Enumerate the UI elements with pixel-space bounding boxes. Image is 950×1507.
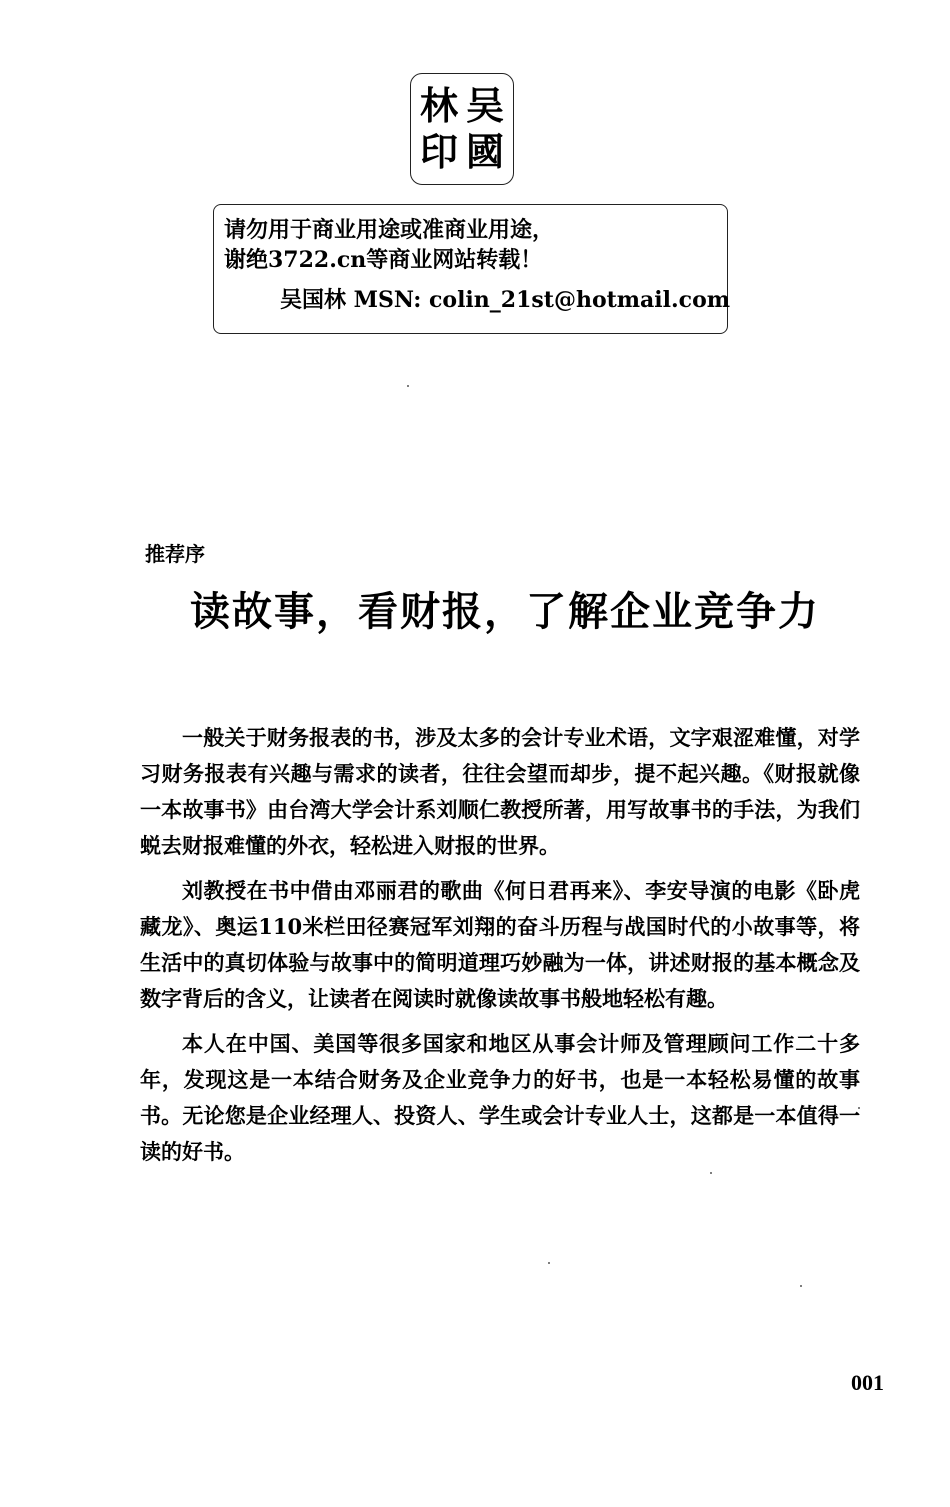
- seal-char: 國: [465, 130, 504, 174]
- section-label: 推荐序: [145, 542, 205, 566]
- article-body: [140, 720, 860, 1179]
- seal-char: 印: [419, 130, 458, 174]
- seal-char: 吴: [465, 84, 504, 128]
- page-number: 001: [851, 1370, 884, 1395]
- seal-characters: [417, 84, 507, 174]
- scan-speck: [800, 1285, 802, 1287]
- notice-line-2: 谢绝3722.cn等商业网站转载！: [224, 247, 543, 273]
- copyright-notice-box: [213, 204, 731, 334]
- scan-speck: [548, 1262, 550, 1264]
- paragraph: 刘教授在书中借由邓丽君的歌曲《何日君再来》、李安导演的电影《卧虎藏龙》、奥运110米栏田径赛冠军刘翔的奋斗历程与战国时代的小故事等，将生活中的真切体验与故事中的简明道理巧妙融为一体，讲述财报的基本概念及数字背后的含义，让读者在阅读时就像读故事书般地轻松有趣。: [140, 878, 860, 1011]
- paragraph: 一般关于财务报表的书，涉及太多的会计专业术语，文字艰涩难懂，对学习财务报表有兴趣与需求的读者，往往会望而却步，提不起兴趣。《财报就像一本故事书》由台湾大学会计系刘顺仁教授所著，用写故事书的手法，为我们蜕去财报难懂的外衣，轻松进入财报的世界。: [140, 725, 860, 858]
- seal-char: 林: [419, 84, 458, 128]
- seal-stamp: [410, 73, 514, 185]
- scan-speck: [407, 385, 409, 387]
- notice-contact: 吴国林 MSN: colin_21st@hotmail.com: [280, 287, 731, 313]
- notice-line-1: 请勿用于商业用途或准商业用途，: [224, 217, 555, 243]
- paragraph: 本人在中国、美国等很多国家和地区从事会计师及管理顾问工作二十多年，发现这是一本结合财务及企业竞争力的好书，也是一本轻松易懂的故事书。无论您是企业经理人、投资人、学生或会计专业人士，这都是一本值得一读的好书。: [140, 1031, 860, 1164]
- article-title: 读故事，看财报，了解企业竞争力: [190, 588, 820, 635]
